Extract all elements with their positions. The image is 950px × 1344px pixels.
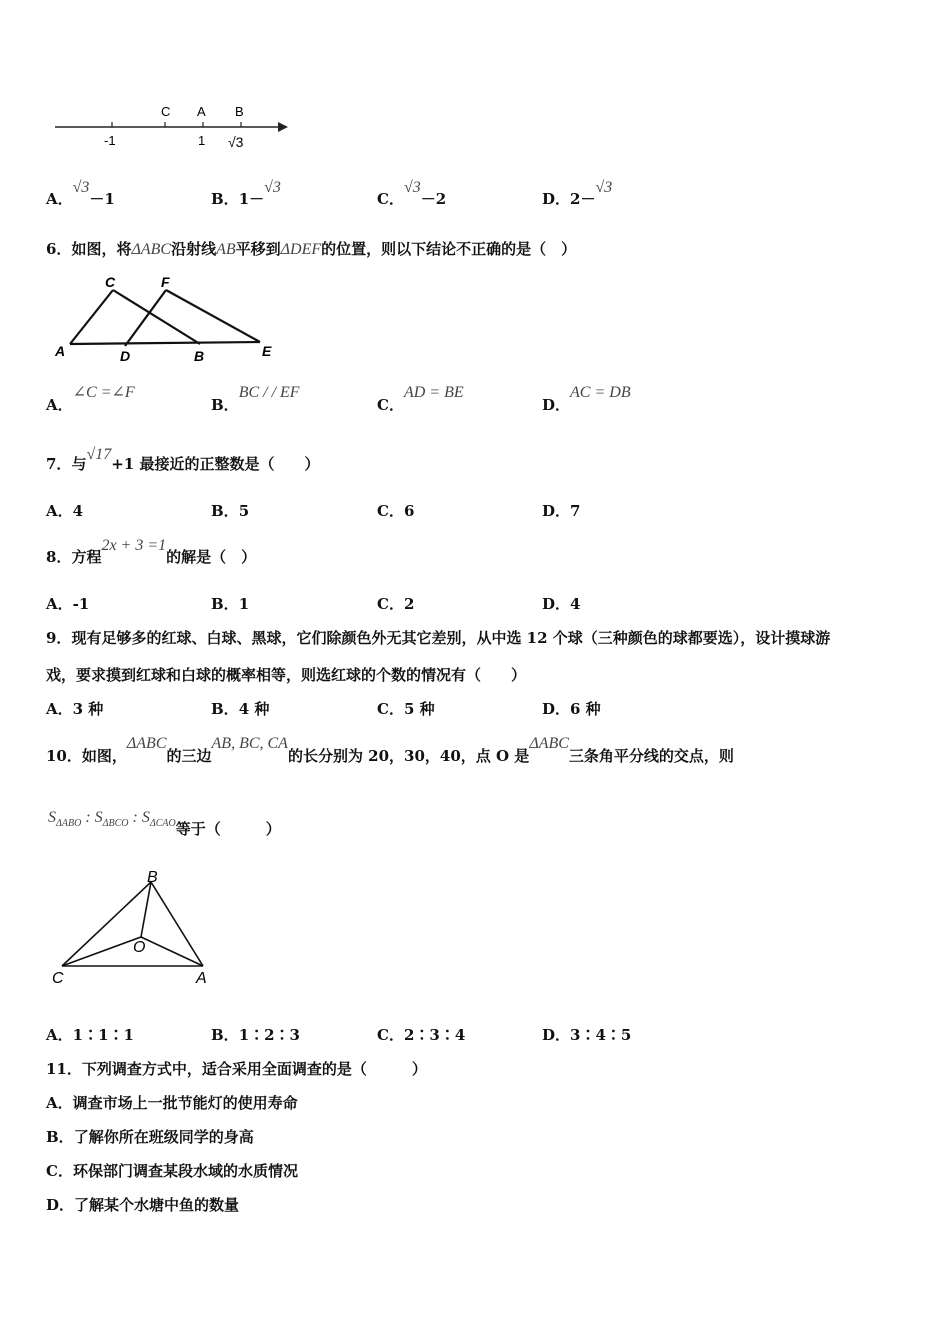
q8-option-c[interactable]: C．2	[377, 595, 415, 613]
q9-option-c[interactable]: C．5 种	[377, 700, 435, 718]
q7-option-c[interactable]: C．6	[377, 502, 415, 520]
q8-option-a[interactable]: A．-1	[46, 595, 90, 613]
q7-option-d[interactable]: D．7	[542, 502, 581, 520]
number-line-figure	[50, 98, 300, 158]
q5-option-a[interactable]: A．√3－1	[46, 179, 115, 208]
label-neg1: -1	[104, 133, 116, 148]
q6-option-c[interactable]: C．AD = BE	[377, 384, 464, 414]
q9-stem-line2: 戏，要求摸到红球和白球的概率相等，则选红球的个数的情况有（ ）	[46, 666, 527, 684]
q8-option-d[interactable]: D．4	[542, 595, 581, 613]
q11-stem: 11．下列调查方式中，适合采用全面调查的是（ ）	[46, 1060, 427, 1078]
q10-stem: 10．如图，ΔABC的三边AB, BC, CA的长分别为 20，30，40，点 O 是ΔABC三条角平分线的交点，则	[46, 735, 734, 765]
q8-option-b[interactable]: B．1	[211, 595, 250, 613]
point-F: F	[161, 274, 170, 290]
q9-option-d[interactable]: D．6 种	[542, 700, 601, 718]
q10-ratio-line: $S_{\Delta ABO}$ : $S_{\Delta BCO}$ : $S_{\Delta CAO}$等于（ ）	[48, 809, 281, 838]
point-E: E	[262, 343, 272, 359]
q10-triangle-figure	[48, 866, 218, 990]
point-A: A	[55, 343, 66, 359]
q9-stem-line1: 9．现有足够多的红球、白球、黑球，它们除颜色外无其它差别，从中选 12 个球（三种颜色的球都要选），设计摸球游	[46, 629, 831, 647]
q6-option-b[interactable]: B．BC / / EF	[211, 384, 300, 414]
q8-stem: 8．方程2x + 3 =1的解是（ ）	[46, 537, 257, 566]
point-A: A	[196, 970, 207, 987]
q11-option-a[interactable]: A．调查市场上一批节能灯的使用寿命	[46, 1094, 298, 1112]
label-A: A	[197, 104, 206, 119]
q5-option-c[interactable]: C．√3－2	[377, 179, 447, 208]
point-D: D	[120, 348, 131, 364]
q6-option-a[interactable]: A．∠C =∠F	[46, 384, 135, 414]
q7-stem: 7．与√17+1 最接近的正整数是（ ）	[46, 446, 320, 473]
point-B: B	[147, 869, 158, 886]
q6-stem: 6．如图，将ΔABC沿射线AB平移到ΔDEF的位置，则以下结论不正确的是（ ）	[46, 240, 577, 258]
q9-option-a[interactable]: A．3 种	[46, 700, 104, 718]
q5-option-d[interactable]: D．2－√3	[542, 179, 613, 208]
q11-option-d[interactable]: D．了解某个水塘中鱼的数量	[46, 1196, 240, 1214]
label-1: 1	[198, 133, 206, 148]
label-C: C	[161, 104, 171, 119]
q10-option-b[interactable]: B．1∶2∶3	[211, 1026, 300, 1044]
point-C: C	[105, 274, 116, 290]
q9-option-b[interactable]: B．4 种	[211, 700, 270, 718]
q10-option-c[interactable]: C．2∶3∶4	[377, 1026, 466, 1044]
point-C: C	[52, 970, 64, 987]
point-B: B	[194, 348, 205, 364]
q11-option-c[interactable]: C．环保部门调查某段水域的水质情况	[46, 1162, 298, 1180]
label-B: B	[235, 104, 244, 119]
q7-option-a[interactable]: A．4	[46, 502, 84, 520]
label-sqrt3: √3	[228, 134, 244, 150]
q6-option-d[interactable]: D．AC = DB	[542, 384, 631, 414]
q5-option-b[interactable]: B．1－√3	[211, 179, 281, 208]
q10-option-d[interactable]: D．3∶4∶5	[542, 1026, 632, 1044]
q11-option-b[interactable]: B．了解你所在班级同学的身高	[46, 1128, 254, 1146]
q10-option-a[interactable]: A．1∶1∶1	[46, 1026, 134, 1044]
q6-triangle-figure	[50, 274, 290, 369]
q7-option-b[interactable]: B．5	[211, 502, 250, 520]
point-O: O	[133, 939, 146, 956]
